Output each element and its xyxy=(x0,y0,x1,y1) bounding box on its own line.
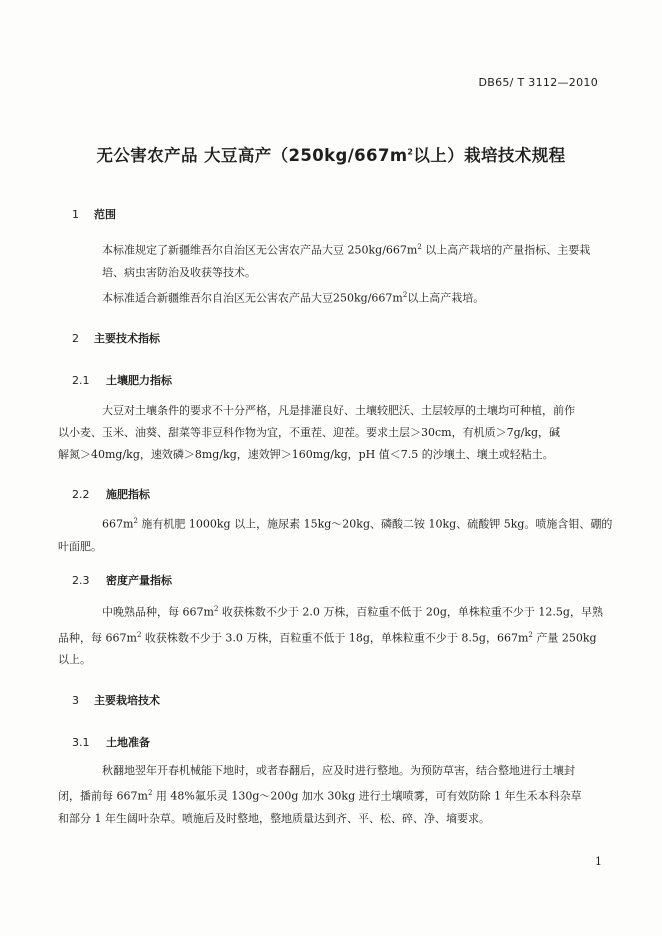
text-fragment: 产量 250kg xyxy=(532,631,597,645)
superscript: 2 xyxy=(147,789,153,797)
text-fragment: 用 48%氟乐灵 130g～200g 加水 30kg 进行土壤喷雾，可有效防除 1 年生禾本科杂草 xyxy=(152,789,582,803)
superscript: 2 xyxy=(402,291,408,299)
superscript: 2 xyxy=(417,243,422,251)
superscript: 2 xyxy=(136,630,142,639)
text-line: 以小麦、玉米、油葵、甜菜等非豆科作物为宜，不重茬、迎茬。要求土层＞30cm，有机质＞7g/kg，碱 xyxy=(58,426,561,439)
section-1-paragraph-1 xyxy=(80,236,602,284)
document-title xyxy=(0,142,662,166)
title-text-b: 以上）栽培技术规程 xyxy=(413,146,566,165)
text-line: 秋翻地翌年开春机械能下地时，或者春翻后，应及时进行整地。为预防草害，结合整地进行土壤封 xyxy=(102,764,575,777)
section-title: 密度产量指标 xyxy=(106,574,172,587)
section-number: 1 xyxy=(72,208,79,221)
page-number: 1 xyxy=(595,855,602,868)
text-line: 以上。 xyxy=(58,653,91,667)
section-number: 2.3 xyxy=(72,574,90,587)
text-line xyxy=(80,510,613,536)
section-2-heading xyxy=(72,330,160,346)
text-fragment: 以上高产栽培。 xyxy=(407,291,485,305)
superscript: 2 xyxy=(213,605,219,613)
section-number: 2.2 xyxy=(72,488,90,501)
text-fragment: 收获株数不少于 3.0 万株，百粒重不低于 18g，单株粒重不少于 8.5g，667m xyxy=(141,631,529,645)
section-1-heading xyxy=(72,206,116,222)
section-title: 土地准备 xyxy=(106,736,150,749)
text-fragment: 闭，播前每 667m xyxy=(58,789,148,803)
section-2-2-heading xyxy=(72,486,150,502)
section-number: 3.1 xyxy=(72,736,90,749)
section-title: 主要栽培技术 xyxy=(94,694,160,707)
section-2-1-heading xyxy=(72,372,172,388)
section-title: 主要技术指标 xyxy=(94,332,160,345)
standard-code: DB65/ T 3112—2010 xyxy=(478,76,598,89)
text-fragment: 本标准规定了新疆维吾尔自治区无公害农产品大豆 250kg/667m xyxy=(102,243,418,257)
section-title: 土壤肥力指标 xyxy=(106,374,172,387)
section-title: 范围 xyxy=(94,208,116,221)
text-line: 解氮＞40mg/kg，速效磷＞8mg/kg，速效钾＞160mg/kg，pH 值＜7.5 的沙壤土、壤土或轻粘土。 xyxy=(58,448,554,461)
text-line: 叶面肥。 xyxy=(58,539,102,553)
text-line xyxy=(80,236,602,262)
text-line: 培、病虫害防治及收获等技术。 xyxy=(102,265,256,279)
section-3-1-heading xyxy=(72,734,150,750)
text-fragment: 以上高产栽培的产量指标、主要栽 xyxy=(421,243,591,257)
text-line xyxy=(80,598,602,624)
text-fragment: 667m xyxy=(102,517,134,531)
text-fragment: 施有机肥 1000kg 以上，施尿素 15kg～20kg、磷酸二铵 10kg、硫酸钾 5kg。喷施含钼、硼的 xyxy=(137,517,613,531)
section-title: 施肥指标 xyxy=(106,488,150,501)
text-line: 大豆对土壤条件的要求不十分严格，凡是排灌良好、土壤较肥沃、土层较厚的土壤均可种植，前作 xyxy=(102,404,575,417)
section-number: 2 xyxy=(72,332,79,345)
title-text-a: 无公害农产品 大豆高产（250kg/667m xyxy=(96,146,408,165)
text-fragment: 中晚熟品种，每 667m xyxy=(102,605,214,619)
section-number: 3 xyxy=(72,694,79,707)
section-2-1-paragraph xyxy=(58,400,602,466)
section-1-paragraph-2 xyxy=(80,284,602,310)
title-sup: 2 xyxy=(407,147,414,157)
text-line xyxy=(58,782,602,808)
text-line xyxy=(58,624,602,650)
section-number: 2.1 xyxy=(72,374,90,387)
section-2-3-paragraph xyxy=(58,598,603,671)
text-line xyxy=(80,284,602,310)
text-fragment: 本标准适合新疆维吾尔自治区无公害农产品大豆250kg/667m xyxy=(102,291,403,305)
text-fragment: 品种，每 667m xyxy=(58,631,137,645)
section-2-2-paragraph xyxy=(58,510,613,558)
text-fragment: 收获株数不少于 2.0 万株，百粒重不低于 20g，单株粒重不少于 12.5g，早熟 xyxy=(218,605,603,619)
superscript: 2 xyxy=(133,517,138,525)
superscript: 2 xyxy=(528,630,533,639)
section-3-heading xyxy=(72,692,160,708)
section-3-1-paragraph xyxy=(58,760,602,830)
text-line: 和部分 1 年生阔叶杂草。喷施后及时整地，整地质量达到齐、平、松、碎、净、墒要求。 xyxy=(58,811,490,825)
section-2-3-heading xyxy=(72,572,172,588)
